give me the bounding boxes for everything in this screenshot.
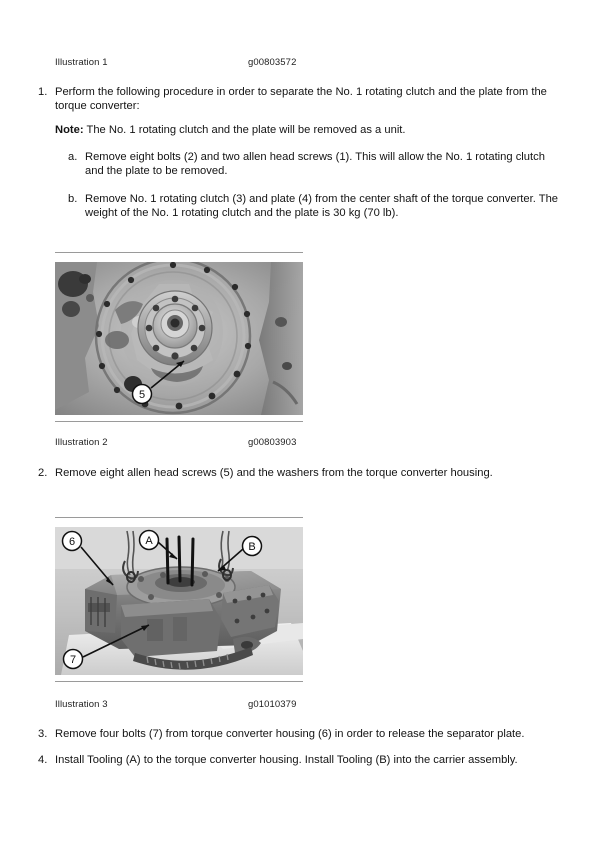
- illustration-2-image: [55, 262, 303, 415]
- svg-text:B: B: [248, 541, 256, 553]
- illustration-2-title: Illustration 2: [55, 437, 108, 448]
- illustration-3-bottom-rule: [55, 681, 303, 682]
- illustration-1-caption: [55, 57, 555, 68]
- illustration-3-image: [55, 527, 303, 675]
- illustration-3-title: Illustration 3: [55, 699, 108, 710]
- illustration-3-caption: [55, 699, 555, 710]
- step-1b-marker: b.: [68, 193, 78, 205]
- illustration-2-bottom-rule: [55, 421, 303, 422]
- step-1a-marker: a.: [68, 151, 78, 163]
- step-1-text: Perform the following procedure in order to separate the No. 1 rotating clutch and the plate from the torque converter:: [55, 86, 547, 113]
- svg-text:5: 5: [138, 389, 146, 401]
- step-4: [38, 753, 573, 767]
- note-label: Note:: [55, 124, 84, 136]
- step-1b-text: Remove No. 1 rotating clutch (3) and plate (4) from the center shaft of the torque converter. The weight of the No. 1 rotating clutch and the plate is 30 kg (70 lb).: [85, 193, 559, 220]
- step-1: [38, 85, 568, 114]
- svg-text:6: 6: [68, 536, 76, 548]
- step-2: [38, 466, 568, 480]
- note-text: The No. 1 rotating clutch and the plate will be removed as a unit.: [83, 124, 406, 136]
- illustration-1-title: Illustration 1: [55, 57, 108, 68]
- illustration-2-caption: [55, 437, 555, 448]
- illustration-2-block: [55, 252, 303, 422]
- step-1b: [68, 192, 563, 221]
- illustration-3-block: [55, 517, 303, 682]
- illustration-2-code: g00803903: [248, 437, 297, 448]
- svg-text:7: 7: [69, 654, 77, 666]
- step-1a-text: Remove eight bolts (2) and two allen head screws (1). This will allow the No. 1 rotating clutch and the plate to be removed.: [85, 151, 545, 178]
- step-2-text: Remove eight allen head screws (5) and the washers from the torque converter housing.: [55, 467, 493, 479]
- svg-text:A: A: [145, 535, 153, 547]
- step-2-marker: 2.: [38, 467, 48, 479]
- step-3-marker: 3.: [38, 728, 48, 740]
- step-4-marker: 4.: [38, 754, 48, 766]
- step-4-text: Install Tooling (A) to the torque converter housing. Install Tooling (B) into the carrier assembly.: [55, 754, 518, 766]
- illustration-1-code: g00803572: [248, 57, 297, 68]
- illustration-3-code: g01010379: [248, 699, 297, 710]
- step-1-marker: 1.: [38, 86, 48, 98]
- step-3: [38, 727, 573, 741]
- note-line: [55, 123, 555, 137]
- step-1a: [68, 150, 558, 179]
- step-3-text: Remove four bolts (7) from torque converter housing (6) in order to release the separator plate.: [55, 728, 525, 740]
